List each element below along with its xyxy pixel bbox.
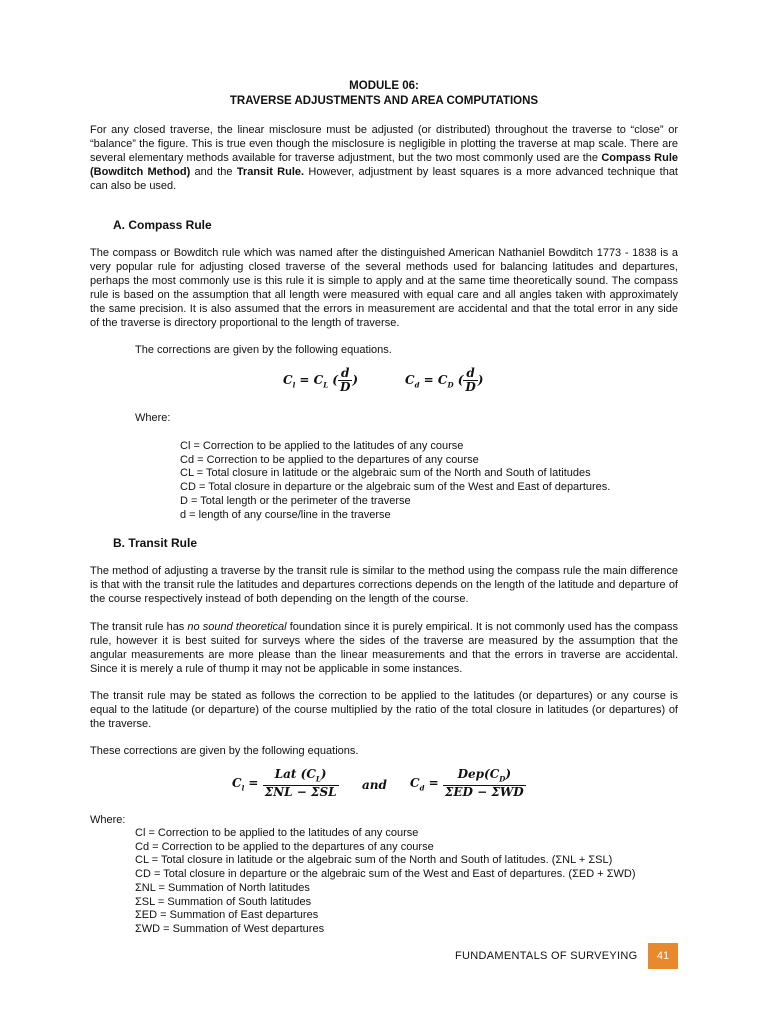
definition-item: D = Total length or the perimeter of the traverse <box>180 494 411 507</box>
transit-equation-departure: $C_d$ = $\frac{Dep(C_D)}{\text{ΣED − ΣWD}}$ <box>410 767 524 800</box>
compass-equation-departure: $C_d = C_D$ ( $\frac{d}{D}$ ) <box>405 366 484 394</box>
compass-definitions-list <box>180 440 660 522</box>
transit-equations-intro: These corrections are given by the following equations. <box>90 745 359 757</box>
compass-where-label: Where: <box>135 412 171 424</box>
transit-paragraph-2-end: foundation since it is purely empirical. It is not commonly used has the compass rule, however it is best suited for surveys where the sides of the traverse are measured by the assumption that the angular measurements are more please than the linear measurements and that the errors in traverse are accidental. Since it is merely a rule of thump it may not be applicable in some instances. <box>90 621 678 675</box>
section-heading-transit: B. Transit Rule <box>113 536 198 550</box>
definition-item: Cl = Correction to be applied to the latitudes of any course <box>135 827 419 839</box>
section-heading-compass: A. Compass Rule <box>113 218 212 232</box>
transit-paragraph-1: The method of adjusting a traverse by the transit rule is similar to the method using the compass rule the main difference is that with the transit rule the latitudes and departures corrections depends on the length of the latitude and departure of the course respectively instead of both depending on the length of the course. <box>90 565 678 605</box>
compass-equations-intro: The corrections are given by the following equations. <box>135 344 392 356</box>
definition-item: CL = Total closure in latitude or the algebraic sum of the North and South of latitudes <box>180 467 591 480</box>
definition-item: ΣED = Summation of East departures <box>135 909 319 922</box>
definition-item: ΣNL = Summation of North latitudes <box>135 881 310 894</box>
compass-paragraph: The compass or Bowditch rule which was named after the distinguished American Nathaniel Bowditch 1773 - 1838 is a very popular rule for adjusting closed traverse of the several methods used for balancing latitudes and departures, perhaps the most commonly use is this rule it is simple to apply and at the same time theoretically sound. The compass rule is based on the assumption that all length were measured with equal care and all angles taken with approximately the same precision. It is also assumed that the errors in measurement are accidental and that the total error in any side of the traverse is directory proportional to the length of traverse. <box>90 247 678 329</box>
intro-paragraph <box>90 123 678 193</box>
transit-and-word: and <box>362 778 387 792</box>
intro-text-3: However, adjustment by least squares is a more advanced technique that can also be used. <box>90 166 678 192</box>
transit-paragraph-2-start: The transit rule has <box>90 621 188 633</box>
intro-bold-compass: Compass Rule (Bowditch Method) <box>90 152 678 178</box>
transit-where-label: Where: <box>90 814 126 826</box>
definition-item: d = length of any course/line in the traverse <box>180 508 391 521</box>
transit-paragraph-3: The transit rule may be stated as follows the correction to be applied to the latitudes (or departures) or any course is equal to the latitude (or departure) of the course multiplied by the ratio of the total closure in latitudes (or departures) of the traverse. <box>90 690 678 730</box>
definition-item: Cd = Correction to be applied to the departures of any course <box>180 453 479 466</box>
intro-bold-transit: Transit Rule. <box>236 166 305 178</box>
page-title: TRAVERSE ADJUSTMENTS AND AREA COMPUTATIONS <box>229 95 539 107</box>
footer-book-title: FUNDAMENTALS OF SURVEYING <box>455 950 638 962</box>
definition-item: Cl = Correction to be applied to the latitudes of any course <box>180 440 464 452</box>
definition-item: ΣSL = Summation of South latitudes <box>135 895 312 908</box>
transit-paragraph-2 <box>90 620 678 676</box>
intro-text-1: For any closed traverse, the linear misclosure must be adjusted (or distributed) throughout the traverse to “close” or “balance” the figure. This is true even though the misclosure is negligible in plotting the traverse at map scale. There are several elementary methods available for traverse adjustment, but the two most commonly used are the <box>90 124 678 164</box>
compass-equation-latitude: $C_l = C_L$ ( $\frac{d}{D}$ ) <box>283 366 359 394</box>
definition-item: Cd = Correction to be applied to the departures of any course <box>135 840 434 853</box>
definition-item: CD = Total closure in departure or the algebraic sum of the West and East of departures. (ΣED + ΣWD) <box>135 868 636 881</box>
transit-definitions-list <box>135 827 695 937</box>
definition-item: CL = Total closure in latitude or the algebraic sum of the North and South of latitudes. (ΣNL + ΣSL) <box>135 854 613 867</box>
intro-text-2: and the <box>190 166 237 178</box>
module-label: MODULE 06: <box>349 80 419 92</box>
definition-item: CD = Total closure in departure or the algebraic sum of the West and East of departures. <box>180 481 611 494</box>
transit-italic-phrase: no sound theoretical <box>187 621 287 633</box>
transit-equation-latitude: $C_l$ = $\frac{Lat (C_L)}{\text{ΣNL − ΣSL}}$ <box>232 767 337 800</box>
page-number: 41 <box>648 943 678 969</box>
definition-item: ΣWD = Summation of West departures <box>135 922 325 935</box>
